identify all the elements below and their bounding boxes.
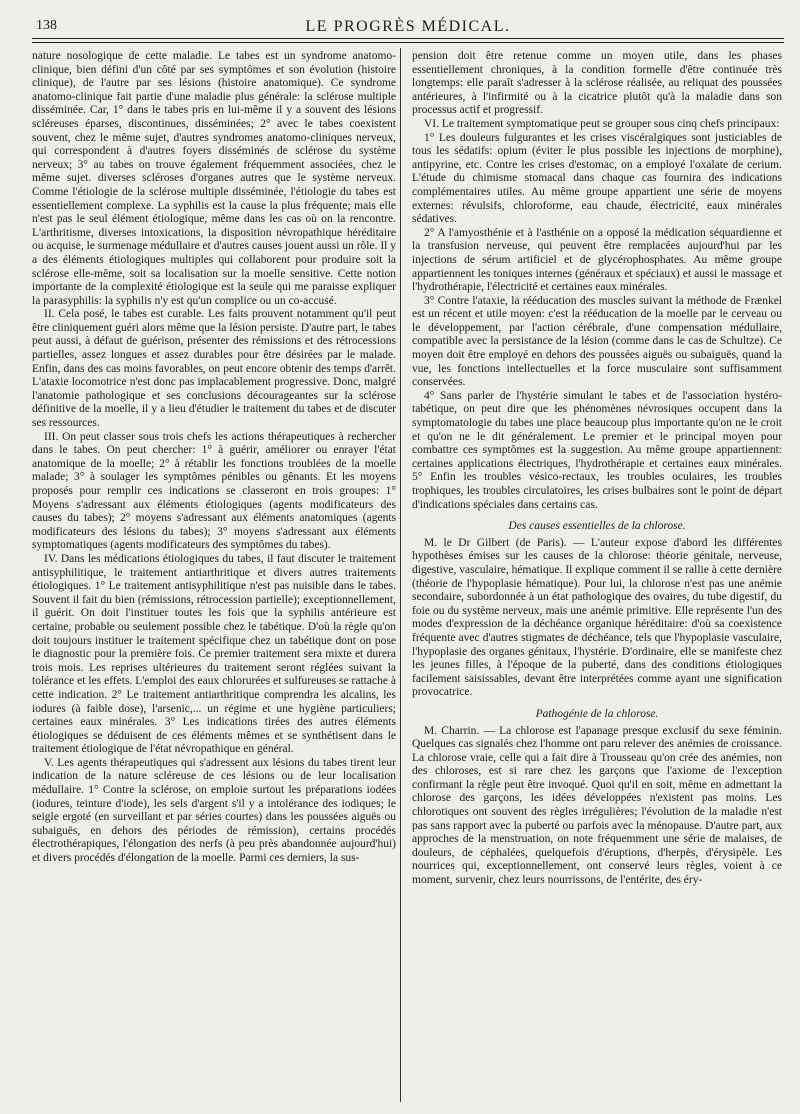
paragraph: II. Cela posé, le tabes est curable. Les faits prouvent notamment qu'il peut être cliniquement guéri alors même que la lésion persiste. D'autre part, le tabes peut aussi, à défaut de guérison, présenter des rémissions et des rétrocessions partielles, assez longues et assez durables pour être désirées par le malade. Enfin, dans des cas moins favorables, on peut encore obtenir des temps d'arrêt. L'ataxie locomotrice n'est donc pas implacablement progressive. Donc, malgré l'anatomie pathologique et ses conclusions décourageantes sur la sclérose définitive de la moelle, il y a lieu d'étudier le traitement du tabes et de discuter ses ressources. — [32, 308, 396, 430]
paragraph: VI. Le traitement symptomatique peut se grouper sous cinq chefs principaux: — [424, 117, 780, 130]
right-column — [412, 50, 782, 888]
left-column — [32, 50, 396, 866]
header-rule-thick — [32, 38, 784, 39]
page-header — [32, 12, 784, 38]
section-heading: Pathogénie de la chlorose. — [535, 707, 659, 720]
paragraph: III. On peut classer sous trois chefs les actions thérapeutiques à rechercher dans le tabes. On peut chercher: 1° à guérir, améliorer ou enrayer l'état anatomique de la moelle; 2° à rétablir les fonctions troublées de la moelle malade; 3° à soulager les symptômes pénibles ou gênants. Et les moyens proposés pour remplir ces indications se classeront en trois groupes: 1° Moyens s'adressant aux éléments étiologiques (agents modificateurs des causes du tabes); 2° moyens s'adressant aux éléments anatomiques (agents modificateurs des lésions du tabes); 3° moyens s'adressant aux éléments symptomatiques (agents modificateurs des symptômes du tabes). — [32, 430, 396, 552]
section-heading: Des causes essentielles de la chlorose. — [508, 520, 686, 533]
paragraph: V. Les agents thérapeutiques qui s'adressent aux lésions du tabes tirent leur indication de la nature scléreuse de ces lésions ou de leur localisation médullaire. 1° Contre la sclérose, on emploie surtout les préparations iodées (iodures, teinture d'iode), les sels d'argent s'il y a intolérance des iodiques; le seigle ergoté (en surveillant et par séries courtes) dans les poussées aiguës ou subaiguës, en dehors des périodes de rémission), certains procédés électrothérapiques, l'élongation des nerfs (à peu près abandonnée aujourd'hui) et divers procédés d'élongation de la moelle. Parmi ces derniers, la sus- — [32, 756, 396, 865]
column-divider — [400, 48, 401, 1102]
paragraph: M. le Dr Gilbert (de Paris). — L'auteur expose d'abord les différentes hypothèses émises sur les causes de la chlorose: théorie génitale, nerveuse, digestive, vasculaire, hématique. Il explique comment il se rallie à cette dernière (théorie de l'hypoplasie hématique). Pour lui, la chlorose n'est pas une anémie secondaire, subordonnée à un état pathologique des ovaires, du tube digestif, du foie ou du système nerveux, mais une anémie primitive. Elle représente l'un des modes d'expression de la déchéance organique héréditaire: d'où sa coexistence fréquente avec d'autres stigmates de déchéance, tels que l'hypoplasie vasculaire, l'hypoplasie des organes génitaux, l'hystérie. D'ordinaire, elle se manifeste chez les jeunes filles, à l'époque de la puberté, dans des conditions étiologiques facilement saisissables, devant être interprétées comme ayant une signification provocatrice. — [412, 536, 782, 699]
paragraph: 1° Les douleurs fulgurantes et les crises viscéralgiques sont justiciables de tous les sédatifs: opium (éviter le plus possible les injections de morphine), antipyrine, etc. Contre les crises d'estomac, on a employé l'oxalate de cerium. L'étude du chimisme stomacal dans chaque cas fournira des indications complémentaires utiles. Au même groupe appartient une série de moyens externes: révulsifs, chloroforme, eau chaude, électricité, eaux minérales sédatives. — [412, 131, 782, 226]
paragraph: 3° Contre l'ataxie, la rééducation des muscles suivant la méthode de Frænkel est un récent et utile moyen: c'est la rééducation de la moelle par le cerveau ou le développement, par l'action cérébrale, d'une compensation médullaire, compatible avec la persistance de la lésion (comme dans le cas de Schultze). Ce moyen doit être employé en dehors des poussées aiguës ou subaiguës, quand la vue, les fonctions intellectuelles et la force musculaire sont suffisamment conservées. — [412, 294, 782, 389]
paragraph: 2° A l'amyosthénie et à l'asthénie on a opposé la médication séquardienne et la transfusion nerveuse, qui peuvent être remplacées aujourd'hui par les injections de sérum artificiel et de glycérophosphates. Au même groupe appartiennent les toniques internes (généraux et spéciaux) et aussi le massage et l'hydrothérapie, l'électricité et certaines eaux minérales. — [412, 226, 782, 294]
paragraph: nature nosologique de cette maladie. Le tabes est un syndrome anatomo-clinique, bien défini d'un côté par ses symptômes et son évolution (histoire clinique), de l'autre par ses lésions (histoire anatomique). Ce syndrome anatomo-clinique fait partie d'une maladie plus générale: la sclérose multiple disséminée. Car, 1° dans le tabes pris en lui-même il y a souvent des lésions scléreuses éparses, discontinues, disséminées; 2° avec le tabes coexistent souvent, chez le même sujet, d'autres syndromes anatomo-cliniques nerveux, qui correspondent à d'autres foyers disséminés de sclérose du système nerveux; 3° au tabes on trouve également fréquemment associées, chez le même sujet. diverses scléroses d'organes autres que le système nerveux. Comme l'étiologie de la sclérose multiple disséminée, l'étiologie du tabes est essentiellement complexe. La syphilis est la cause la plus fréquente; mais elle n'est pas le seul élément étiologique, même dans les cas où on la rencontre. L'arthritisme, diverses intoxications, la disposition névropathique héréditaire ou acquise, le surmenage médullaire et d'autres causes jouent aussi un rôle. Il y a des éléments étiologiques multiples qui collaborent pour produire soit la sclérose elle-même, soit sa localisation sur la moelle sensitive. Cette notion importante de la complexité étiologique est la seule qui me paraisse expliquer la parasyphilis: la syphilis n'y est qu'un complice ou un co-accusé. — [32, 50, 396, 307]
header-rule-thin — [32, 42, 784, 43]
paragraph: pension doit être retenue comme un moyen utile, dans les phases essentiellement chroniques, à la condition formelle d'être continuée très longtemps: elle paraît s'adresser à la sclérose réalisée, au reliquat des poussées antérieures, à l'infirmité ou à la cicatrice plutôt qu'à la maladie dans son processus actif et progressif. — [412, 50, 782, 117]
paragraph: IV. Dans les médications étiologiques du tabes, il faut discuter le traitement antisyphilitique, le traitement antiarthritique et divers autres traitements étiologiques. 1° Le traitement antisyphilitique n'est pas nuisible dans le tabes. Souvent il fait du bien (rémissions, rétrocession partielle); exceptionnellement, il guérit. On doit l'instituer toutes les fois que la syphilis antérieure est certaine, probable ou seulement possible chez le tabétique. D'où la règle qu'on doit toujours instituer le traitement spécifique chez un tabétique dont on pose le diagnostic pour la première fois. Ce premier traitement sera mixte et durera trois mois. Les reprises ultérieures du traitement seront réglées suivant la tolérance et les effets. L'emploi des eaux chlorurées et sulfureuses se rattache à cette indication. 2° Le traitement antiarthritique comprendra les alcalins, les iodures (à faible dose), l'arsenic,... un régime et une hygiène particuliers; certaines eaux minérales. 3° Les indications tirées des autres éléments étiologiques se déduisent de ces éléments mêmes et se synthétisent dans le traitement étiologique de l'état névropathique en général. — [32, 552, 396, 756]
page-number: 138 — [36, 18, 57, 33]
paragraph: M. Charrin. — La chlorose est l'apanage presque exclusif du sexe féminin. Quelques cas signalés chez l'homme ont paru relever des anémies de croissance. La chlorose vraie, celle qui a fait dire à Trousseau qu'on crée des anémies, non des chloroses, est si rare chez les garçons que l'axiome de l'exception confirmant la règle peut être invoqué. Quoi qu'il en soit, même en admettant la chlorose des garçons, les idées développées n'existent pas moins. Les chlorotiques ont souvent des règles irrégulières; l'évolution de la maladie n'est pas sans rapport avec la puberté ou parfois avec la ménopause. D'autre part, aux approches de la menstruation, on note fréquemment une série de malaises, de douleurs, de céphalées, quelquefois d'éruptions, d'herpès, d'érysipèle. Les nourrices qui, exceptionnellement, ont conservé leurs règles, voient à ce moment, survenir, chez leurs nourrissons, de l'entérite, des éry- — [412, 724, 782, 887]
running-title: LE PROGRÈS MÉDICAL. — [305, 18, 511, 35]
paragraph: 4° Sans parler de l'hystérie simulant le tabes et de l'association hystéro-tabétique, on peut dire que les phénomènes névrosiques occupent dans la symptomatologie du tabes une place beaucoup plus importante qu'on ne le croit et qu'on ne le dit généralement. Le premier et le principal moyen pour combattre ces symptômes est la suggestion. Au même groupe appartiennent: certaines applications électriques, l'hydrothérapie et certaines eaux minérales. 5° Enfin les troubles vésico-rectaux, les troubles oculaires, les troubles trophiques, les troubles circulatoires, les crises bulbaires sont le point de départ d'indications spéciales dans certains cas. — [412, 389, 782, 511]
